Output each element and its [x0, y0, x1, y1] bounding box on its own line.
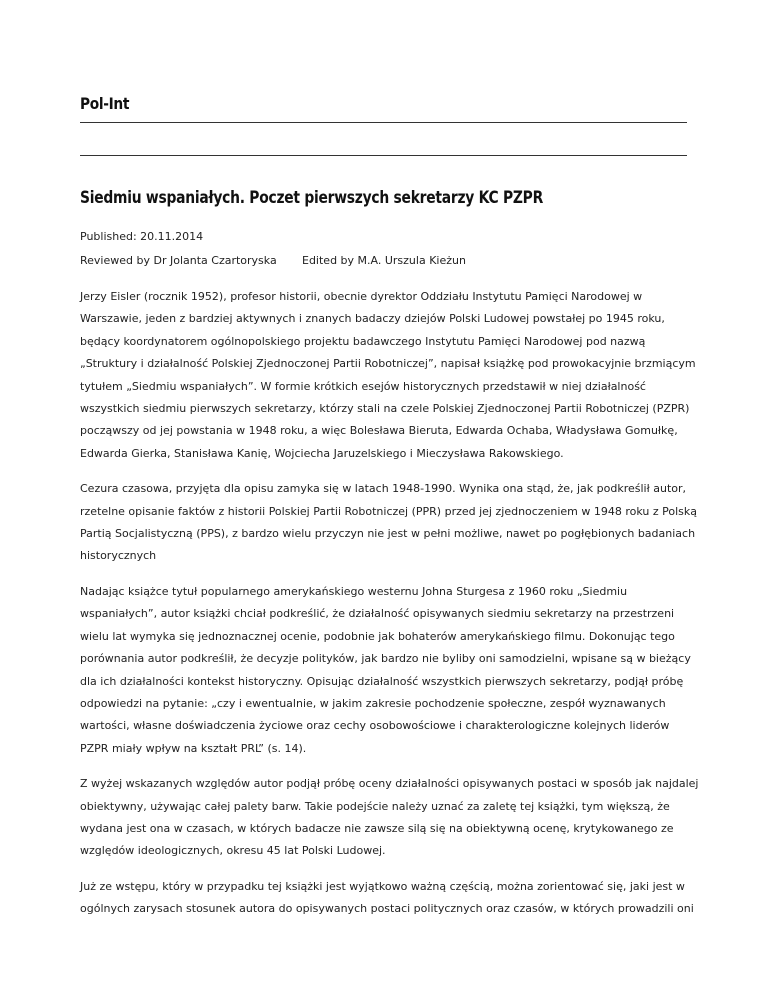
paragraph: Z wyżej wskazanych względów autor podjął próbę oceny działalności opisywanych postaci w sposób jak najdalej obiektywny, używając całej palety barw. Takie podejście należy uznać za zaletę tej książki, tym większą, że wydana jest ona w czasach, w których badacze nie zawsze silą się na obiektywną ocenę, krytykowanego ze względów ideologicznych, okresu 45 lat Polski Ludowej. [80, 777, 699, 858]
paragraph: Cezura czasowa, przyjęta dla opisu zamyka się w latach 1948-1990. Wynika ona stąd, że, jak podkreślił autor, rzetelne opisanie faktów z historii Polskiej Partii Robotniczej (PPR) przed jej zjednoczeniem w 1948 roku z Polską Partią Socjalistyczną (PPS), z bardzo wielu przyczyn nie jest w pełni możliwe, nawet po pogłębionych badaniach historycznych [80, 482, 697, 563]
paragraph: Już ze wstępu, który w przypadku tej książki jest wyjątkowo ważną częścią, można zorientować się, jaki jest w ogólnych zarysach stosunek autora do opisywanych postaci politycznych oraz czasów, w których prowadzili oni [80, 879, 694, 916]
paragraph: Nadając książce tytuł popularnego amerykańskiego westernu Johna Sturgesa z 1960 roku „Siedmiu wspaniałych”, autor książki chciał podkreślić, że działalność opisywanych siedmiu sekretarzy na przestrzeni wielu lat wymyka się jednoznacznej ocenie, podobnie jak bohaterów amerykańskiego filmu. Dokonując tego porównania autor podkreślił, że decyzje polityków, jak bardzo nie byliby oni samodzielni, wpisane są w bieżący dla ich działalności kontekst historyczny. Opisując działalność wszystkich pierwszych sekretarzy, podjął próbę odpowiedzi na pytanie: „czy i ewentualnie, w jakim zakresie pochodzenie społeczne, zespół wyznawanych wartości, własne doświadczenia życiowe oraz cechy osobowościowe i charakterologiczne kolejnych liderów PZPR miały wpływ na kształt PRL” (s. 14). [80, 584, 691, 755]
header-divider [80, 122, 687, 123]
header-divider-bottom [80, 155, 687, 156]
editor: Edited by M.A. Urszula Kieżun [302, 254, 466, 267]
paragraph: Jerzy Eisler (rocznik 1952), profesor historii, obecnie dyrektor Oddziału Instytutu Pamięci Narodowej w Warszawie, jeden z bardziej aktywnych i znanych badaczy dziejów Polski Ludowej powstałej po 1945 roku, będący koordynatorem ogólnopolskiego projektu badawczego Instytutu Pamięci Narodowej pod nazwą „Struktury i działalność Polskiej Zjednoczonej Partii Robotniczej”, napisał książkę pod prowokacyjnie brzmiącym tytułem „Siedmiu wspaniałych”. W formie krótkich esejów historycznych przedstawił w niej działalność wszystkich siedmiu pierwszych sekretarzy, którzy stali na czele Polskiej Zjednoczonej Partii Robotniczej (PZPR) począwszy od jej powstania w 1948 roku, a więc Bolesława Bieruta, Edwarda Ochaba, Władysława Gomułkę, Edwarda Gierka, Stanisława Kanię, Wojciecha Jaruzelskiego i Mieczysława Rakowskiego. [80, 290, 696, 460]
site-title[interactable]: Pol-Int [80, 94, 130, 113]
reviewer: Reviewed by Dr Jolanta Czartoryska [80, 254, 277, 267]
article-body [80, 286, 700, 934]
published-date: Published: 20.11.2014 [80, 230, 204, 243]
article-title: Siedmiu wspaniałych. Poczet pierwszych sekretarzy KC PZPR [80, 188, 544, 207]
